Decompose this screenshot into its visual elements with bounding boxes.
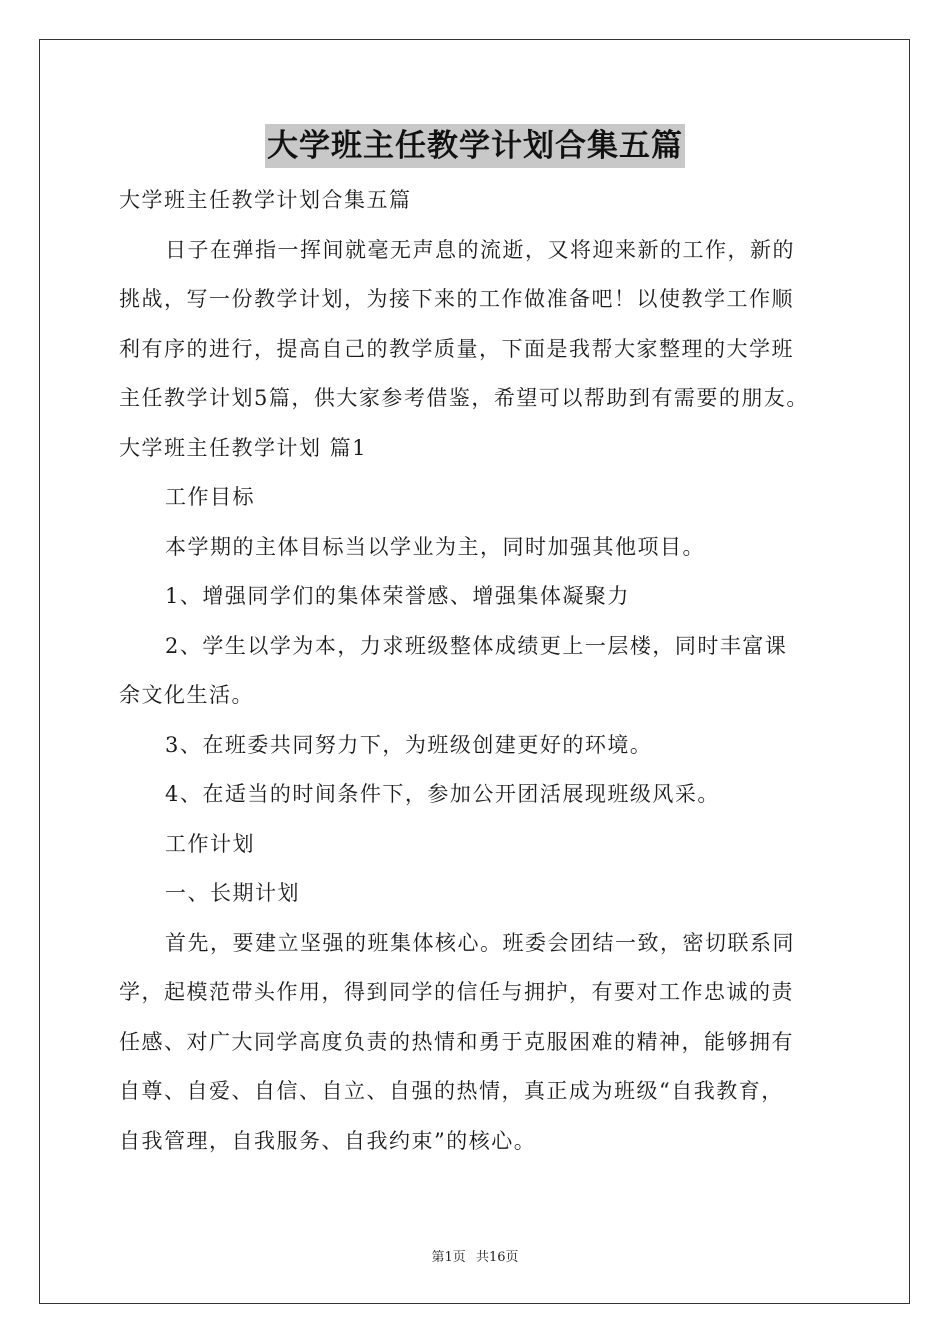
text-line: 工作目标 (165, 485, 255, 509)
text-line: 主任教学计划5篇，供大家参考借鉴，希望可以帮助到有需要的朋友。 (119, 386, 809, 410)
document-title: 大学班主任教学计划合集五篇 (265, 124, 685, 168)
text-line: 任感、对广大同学高度负责的热情和勇于克服困难的精神，能够拥有 (119, 1029, 794, 1054)
text-line: 4、在适当的时间条件下，参加公开团活展现班级风采。 (165, 782, 720, 806)
text-line: 自我管理，自我服务、自我约束”的核心。 (119, 1128, 537, 1153)
text-line: 自尊、自爱、自信、自立、自强的热情，真正成为班级“自我教育， (119, 1079, 784, 1103)
document-body (119, 176, 839, 1166)
text-line: 利有序的进行，提高自己的教学质量，下面是我帮大家整理的大学班 (119, 336, 794, 361)
text-line: 大学班主任教学计划合集五篇 (119, 188, 412, 212)
text-line: 大学班主任教学计划 篇1 (119, 435, 368, 460)
text-line: 挑战，写一份教学计划，为接下来的工作做准备吧！以使教学工作顺 (119, 287, 794, 311)
page-total: 共16页 (475, 1250, 519, 1265)
page-number: 第1页 (431, 1250, 466, 1265)
text-line: 1、增强同学们的集体荣誉感、增强集体凝聚力 (165, 584, 630, 608)
text-line: 首先，要建立坚强的班集体核心。班委会团结一致，密切联系同 (165, 930, 795, 955)
text-line: 本学期的主体目标当以学业为主，同时加强其他项目。 (165, 534, 705, 559)
text-line: 一、长期计划 (165, 881, 300, 905)
page-footer (0, 1246, 950, 1265)
text-line: 余文化生活。 (119, 683, 254, 707)
text-line: 工作计划 (165, 831, 255, 856)
text-line: 2、学生以学为本，力求班级整体成绩更上一层楼，同时丰富课 (165, 633, 788, 658)
title-container (0, 124, 950, 168)
text-line: 学，起模范带头作用，得到同学的信任与拥护，有要对工作忠诚的责 (119, 980, 794, 1004)
text-line: 日子在弹指一挥间就毫无声息的流逝，又将迎来新的工作，新的 (165, 237, 795, 262)
text-line: 3、在班委共同努力下，为班级创建更好的环境。 (165, 732, 653, 757)
